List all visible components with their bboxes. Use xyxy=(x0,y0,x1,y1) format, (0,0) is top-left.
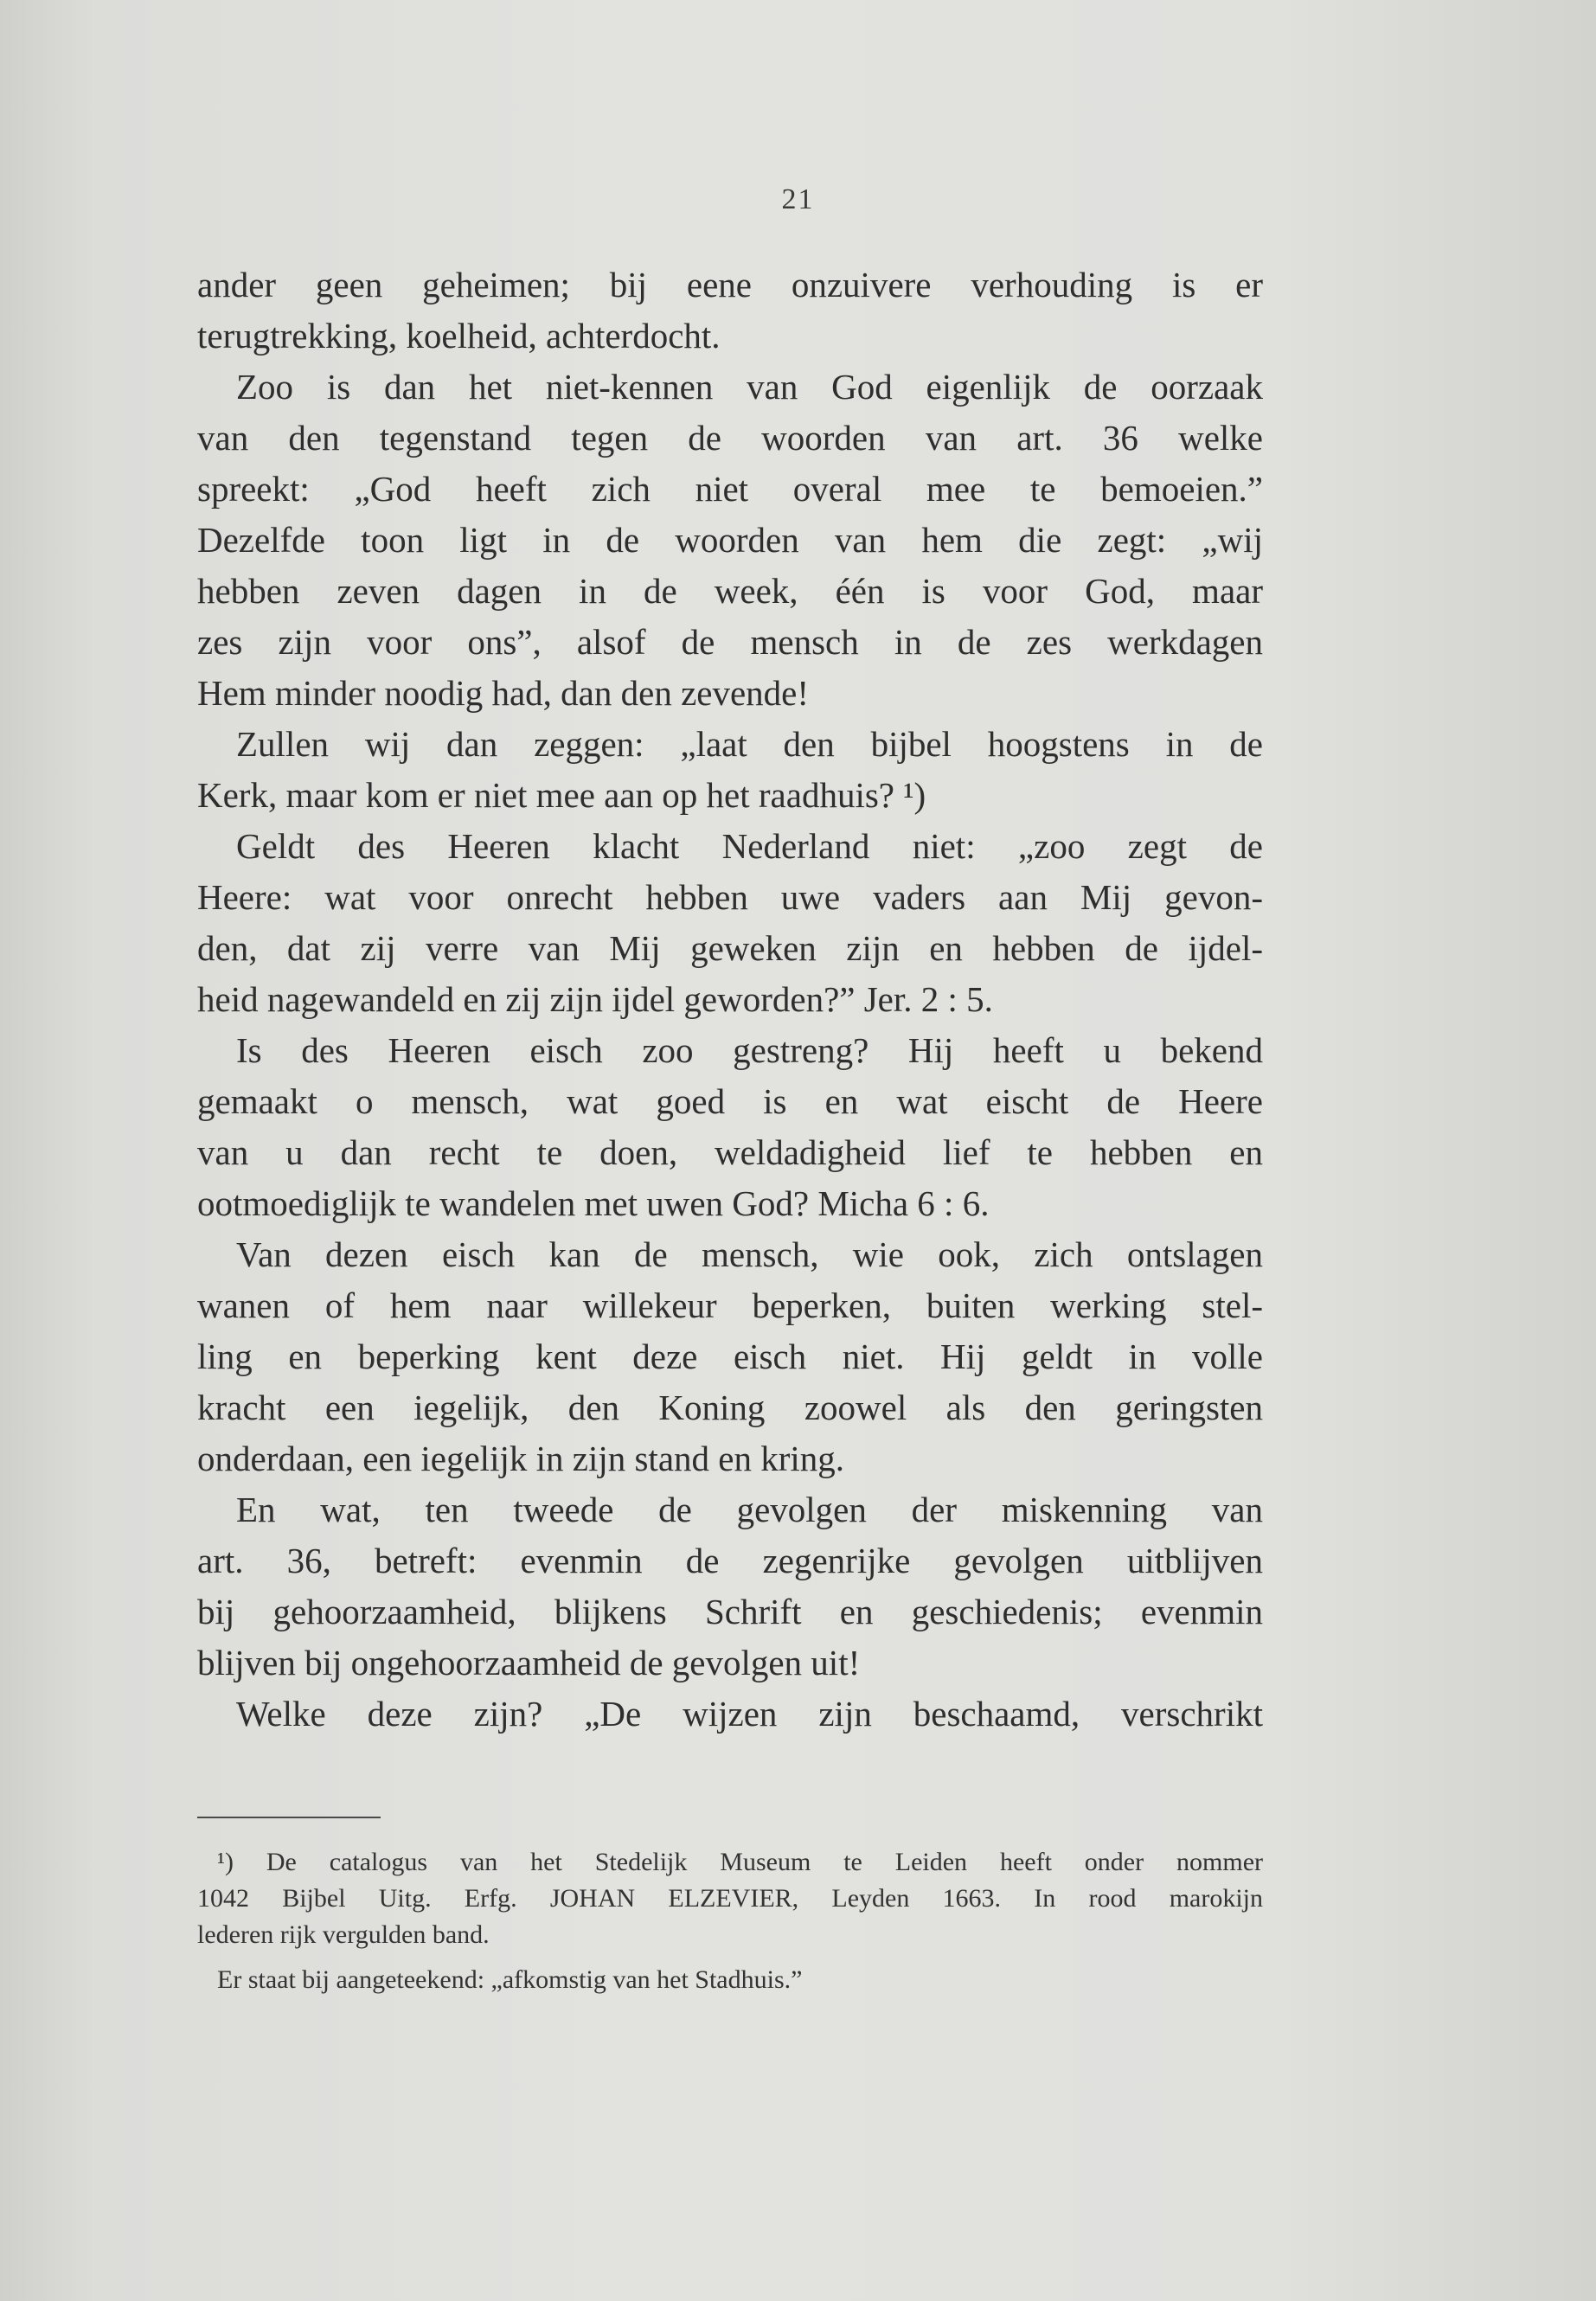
body-line: bij gehoorzaamheid, blijkens Schrift en geschiedenis; evenmin xyxy=(197,1592,1263,1631)
footnote-line: ¹) De catalogus van het Stedelijk Museum te Leiden heeft onder nommer xyxy=(217,1848,1263,1876)
body-line: Heere: wat voor onrecht hebben uwe vaders aan Mij gevon- xyxy=(197,877,1263,917)
body-line: zes zijn voor ons”, alsof de mensch in de zes werkdagen xyxy=(197,622,1263,662)
body-line: blijven bij ongehoorzaamheid de gevolgen uit! xyxy=(197,1643,861,1682)
body-text xyxy=(197,260,1263,1740)
body-line: Zoo is dan het niet-kennen van God eigenlijk de oorzaak xyxy=(236,367,1263,407)
page-number: 21 xyxy=(781,183,815,215)
body-line: En wat, ten tweede de gevolgen der miskenning van xyxy=(236,1490,1263,1529)
body-line: wanen of hem naar willekeur beperken, buiten werking stel- xyxy=(197,1285,1263,1325)
footnote-line: 1042 Bijbel Uitg. Erfg. JOHAN ELZEVIER, Leyden 1663. In rood marokijn xyxy=(197,1884,1263,1913)
body-line: Van dezen eisch kan de mensch, wie ook, zich ontslagen xyxy=(236,1234,1263,1274)
body-line: van u dan recht te doen, weldadigheid lief te hebben en xyxy=(197,1132,1263,1172)
body-line: heid nagewandeld en zij zijn ijdel geworden?” Jer. 2 : 5. xyxy=(197,979,993,1019)
body-line: ootmoediglijk te wandelen met uwen God? Micha 6 : 6. xyxy=(197,1183,990,1223)
body-line: Geldt des Heeren klacht Nederland niet: „zoo zegt de xyxy=(236,826,1263,866)
body-line: terugtrekking, koelheid, achterdocht. xyxy=(197,316,721,356)
footnotes xyxy=(197,1844,1263,1998)
body-line: Zullen wij dan zeggen: „laat den bijbel hoogstens in de xyxy=(236,724,1263,764)
body-line: Is des Heeren eisch zoo gestreng? Hij heeft u bekend xyxy=(236,1030,1263,1070)
footnote-line: Er staat bij aangeteekend: „afkomstig van het Stadhuis.” xyxy=(217,1965,803,1994)
body-line: spreekt: „God heeft zich niet overal mee te bemoeien.” xyxy=(197,469,1263,509)
body-line: gemaakt o mensch, wat goed is en wat eischt de Heere xyxy=(197,1081,1263,1121)
body-line: den, dat zij verre van Mij geweken zijn en hebben de ijdel- xyxy=(197,928,1263,968)
footnote-divider xyxy=(197,1817,381,1818)
body-line: ling en beperking kent deze eisch niet. Hij geldt in volle xyxy=(197,1336,1263,1376)
body-line: Kerk, maar kom er niet mee aan op het raadhuis? ¹) xyxy=(197,775,926,815)
body-line: hebben zeven dagen in de week, één is voor God, maar xyxy=(197,571,1263,611)
body-line: kracht een iegelijk, den Koning zoowel als den geringsten xyxy=(197,1388,1263,1427)
body-line: art. 36, betreft: evenmin de zegenrijke gevolgen uitblijven xyxy=(197,1541,1263,1580)
body-line: van den tegenstand tegen de woorden van art. 36 welke xyxy=(197,418,1263,458)
footnote-line: lederen rijk vergulden band. xyxy=(197,1920,490,1949)
body-line: Hem minder noodig had, dan den zevende! xyxy=(197,673,810,713)
body-line: Welke deze zijn? „De wijzen zijn beschaamd, verschrikt xyxy=(236,1694,1263,1734)
body-line: ander geen geheimen; bij eene onzuivere verhouding is er xyxy=(197,265,1263,304)
body-line: onderdaan, een iegelijk in zijn stand en kring. xyxy=(197,1439,845,1478)
body-line: Dezelfde toon ligt in de woorden van hem die zegt: „wij xyxy=(197,520,1263,560)
